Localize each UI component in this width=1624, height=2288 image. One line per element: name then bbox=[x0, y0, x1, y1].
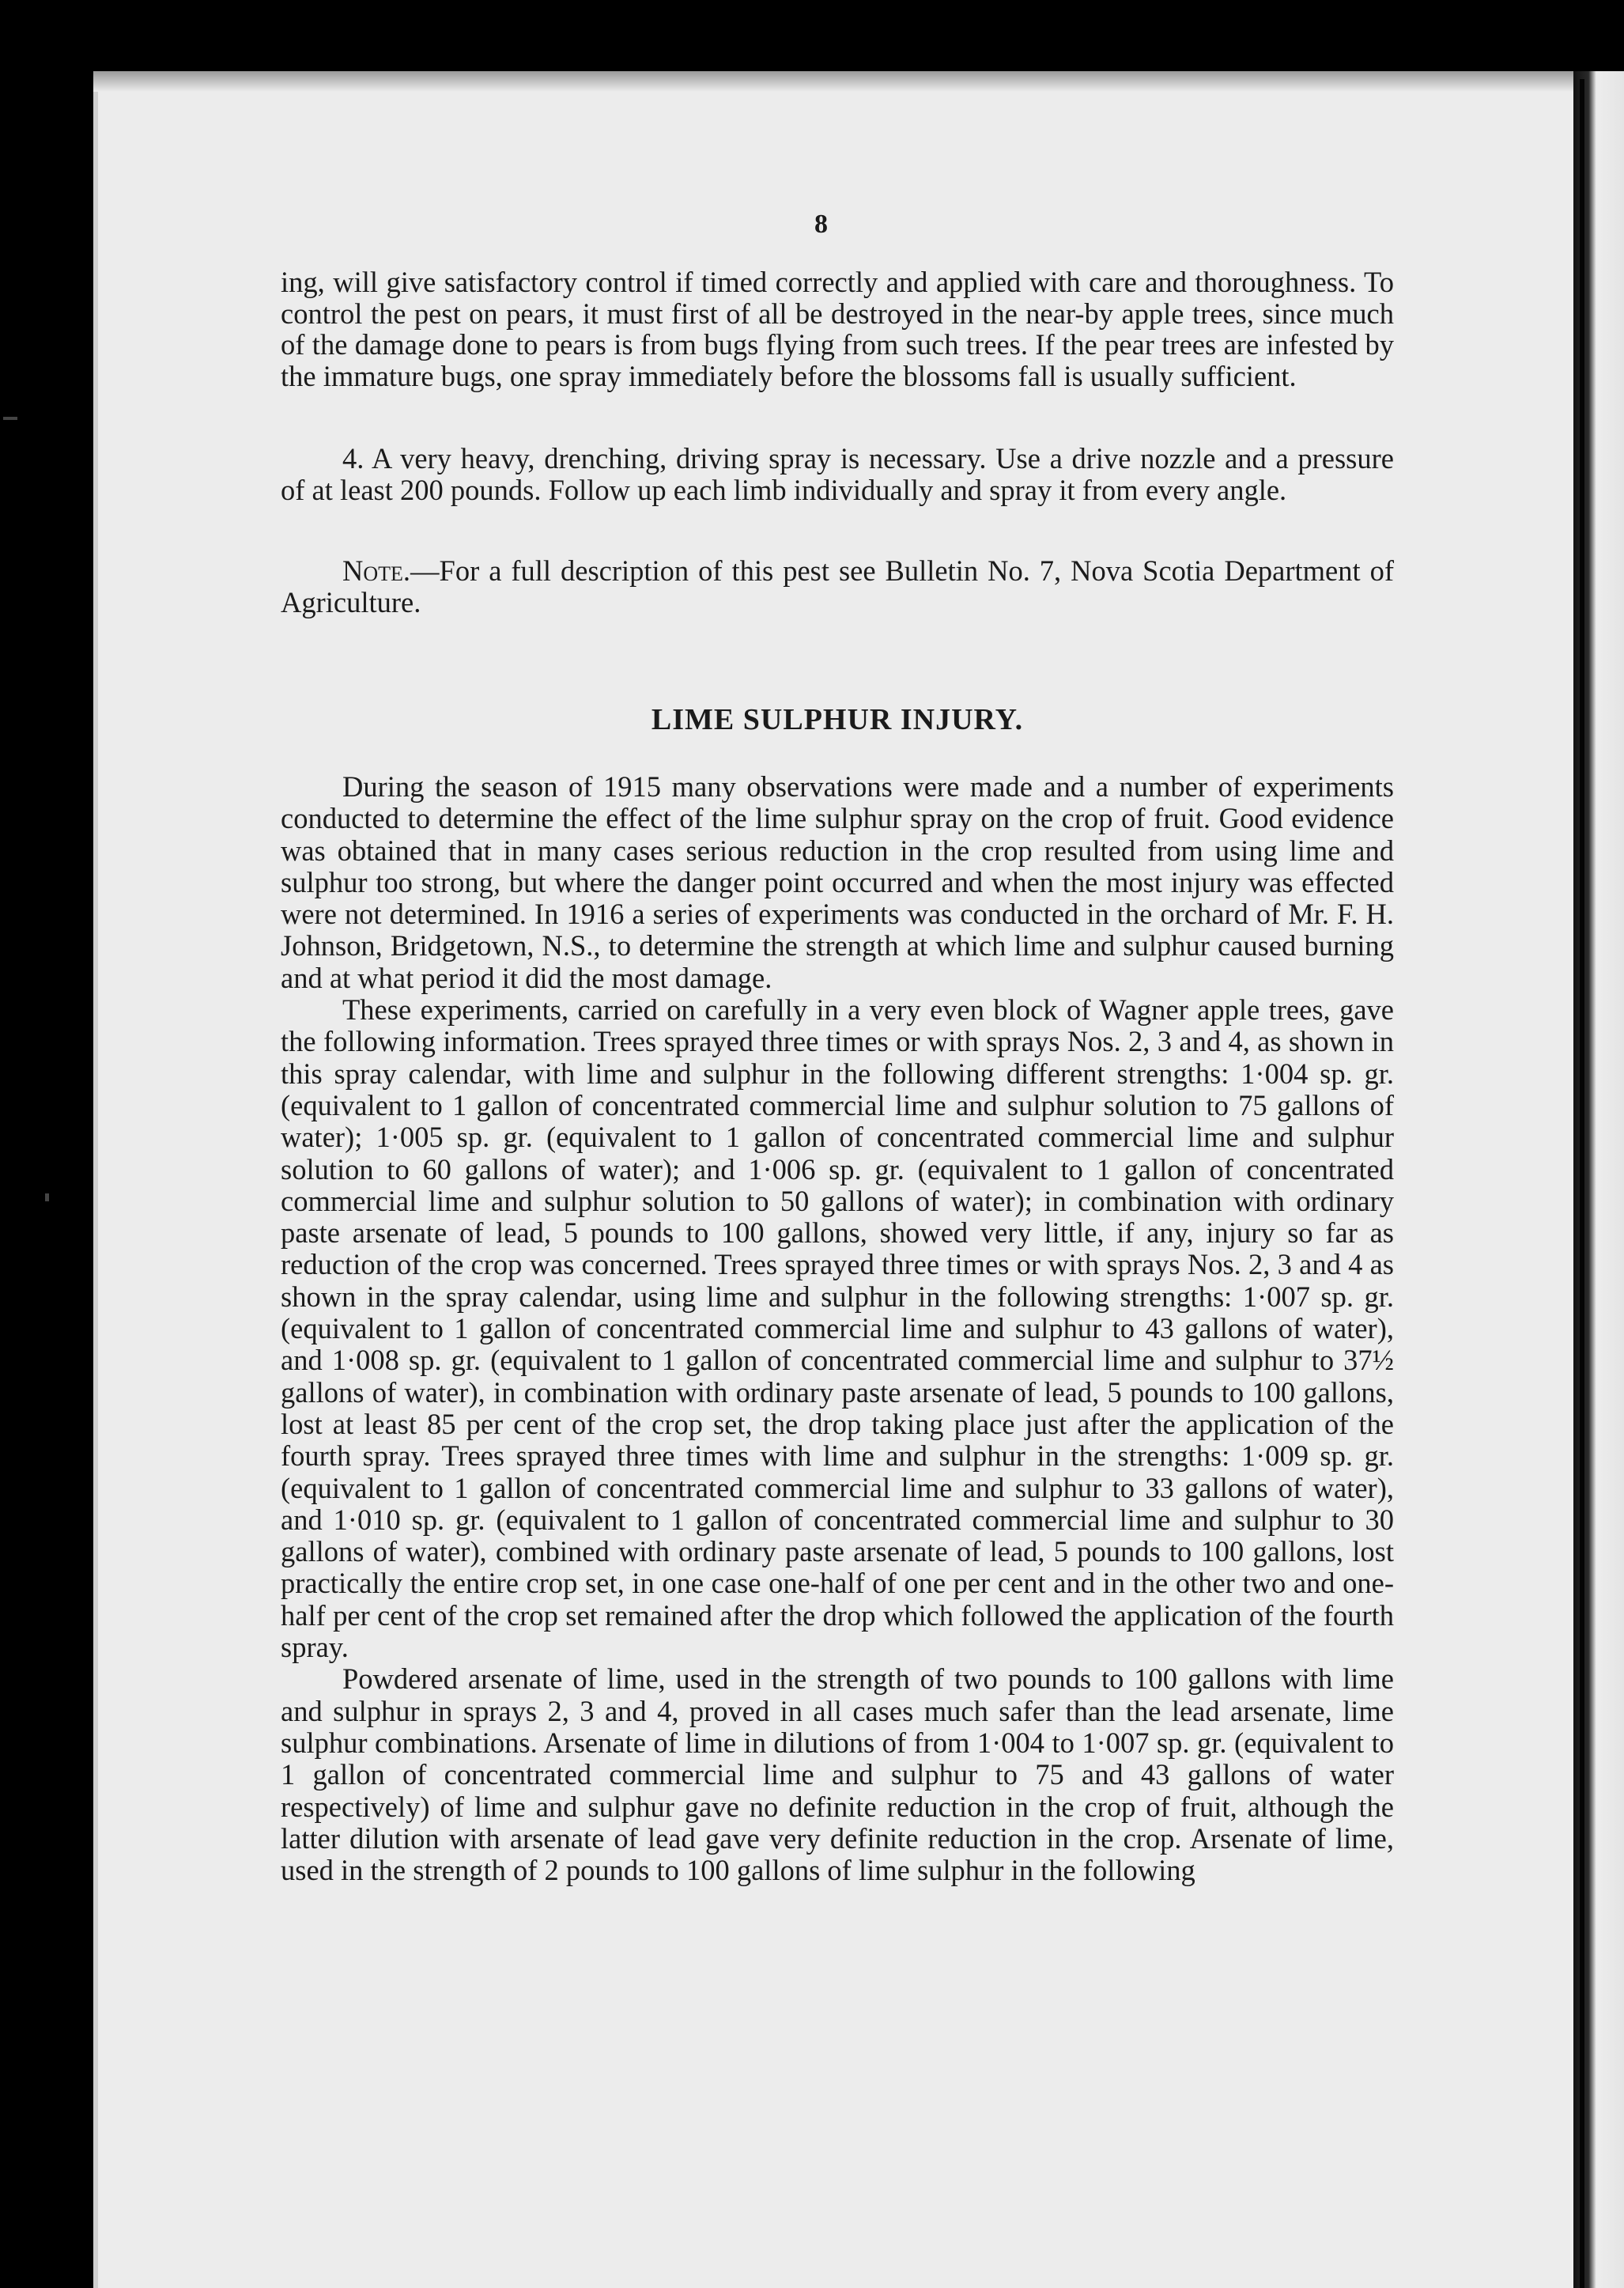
note-paragraph bbox=[281, 555, 1394, 618]
body-paragraph: These experiments, carried on carefully in a very even block of Wagner apple trees, gave the following information. Trees sprayed three times or with sprays Nos. 2, 3 and 4, as shown in this spray calendar, with lime and sulphur in the following different strengths: 1·004 sp. gr. (equivalent to 1 gallon of concentrated commercial lime and sulphur solution to 75 gallons of water); 1·005 sp. gr. (equivalent to 1 gallon of concentrated commercial lime and sulphur solution to 60 gallons of water); and 1·006 sp. gr. (equivalent to 1 gallon of concentrated commercial lime and sulphur solution to 50 gallons of water); in combination with ordinary paste arsenate of lead, 5 pounds to 100 gallons, showed very little, if any, injury so far as reduction of the crop was concerned. Trees sprayed three times or with sprays Nos. 2, 3 and 4 as shown in the spray calendar, using lime and sulphur in the following strengths: 1·007 sp. gr. (equivalent to 1 gallon of concentrated commercial lime and sulphur to 43 gallons of water), and 1·008 sp. gr. (equivalent to 1 gallon of concentrated commercial lime and sulphur to 37½ gallons of water), in combination with ordinary paste arsenate of lead, 5 pounds to 100 gallons, lost at least 85 per cent of the crop set, the drop taking place just after the application of the fourth spray. Trees sprayed three times with lime and sulphur in the strengths: 1·009 sp. gr. (equivalent to 1 gallon of concentrated commercial lime and sulphur to 33 gallons of water), and 1·010 sp. gr. (equivalent to 1 gallon of concentrated commercial lime and sulphur to 30 gallons of water), combined with ordinary paste arsenate of lead, 5 pounds to 100 gallons, lost practically the entire crop set, in one case one-half of one per cent and in the other two and one-half per cent of the crop set remained after the drop which followed the application of the fourth spray. bbox=[281, 993, 1394, 1664]
section-heading: LIME SULPHUR INJURY. bbox=[651, 703, 1024, 736]
continuation-paragraph: ing, will give satisfactory control if timed correctly and applied with care and thoroughness. To control the pest on pears, it must first of all be destroyed in the near-by apple trees, since much of the damage done to pears is from bugs flying from such trees. If the pear trees are infested by the immature bugs, one spray immediately before the blossoms fall is usually sufficient. bbox=[281, 266, 1394, 392]
body-paragraph: During the season of 1915 many observations were made and a number of experiments conducted to determine the effect of the lime sulphur spray on the crop of fruit. Good evidence was obtained that in many cases serious reduction in the crop resulted from using lime and sulphur too strong, but where the danger point occurred and when the most injury was effected were not determined. In 1916 a series of experiments was conducted in the orchard of Mr. F. H. Johnson, Bridgetown, N.S., to determine the strength at which lime and sulphur caused burning and at what period it did the most damage. bbox=[281, 770, 1394, 994]
page-number: 8 bbox=[814, 210, 828, 239]
body-paragraph: Powdered arsenate of lime, used in the strength of two pounds to 100 gallons with lime and sulphur in sprays 2, 3 and 4, proved in all cases much safer than the lead arsenate, lime sulphur combinations. Arsenate of lime in dilutions of from 1·004 to 1·007 sp. gr. (equivalent to 1 gallon of concentrated commercial lime and sulphur to 75 and 43 gallons of water respectively) of lime and sulphur gave no definite reduction in the crop of fruit, although the latter dilution with arsenate of lead gave very definite reduction in the crop. Arsenate of lime, used in the strength of 2 pounds to 100 gallons of lime sulphur in the following bbox=[281, 1662, 1394, 1887]
margin-mark bbox=[45, 1193, 49, 1201]
margin-mark bbox=[3, 417, 17, 420]
numbered-item-4 bbox=[281, 443, 1394, 505]
note-text: —For a full description of this pest see Bulletin No. 7, Nova Scotia Department of Agriculture. bbox=[281, 554, 1394, 618]
page-top-shadow bbox=[93, 71, 1573, 92]
section-body bbox=[281, 771, 1394, 1886]
note-label: Note. bbox=[342, 554, 411, 587]
book-spine-edge bbox=[1580, 79, 1584, 2288]
item-4-text: 4. A very heavy, drenching, driving spray is necessary. Use a drive nozzle and a pressure of at least 200 pounds. Follow up each limb individually and spray it from every angle. bbox=[281, 442, 1394, 506]
